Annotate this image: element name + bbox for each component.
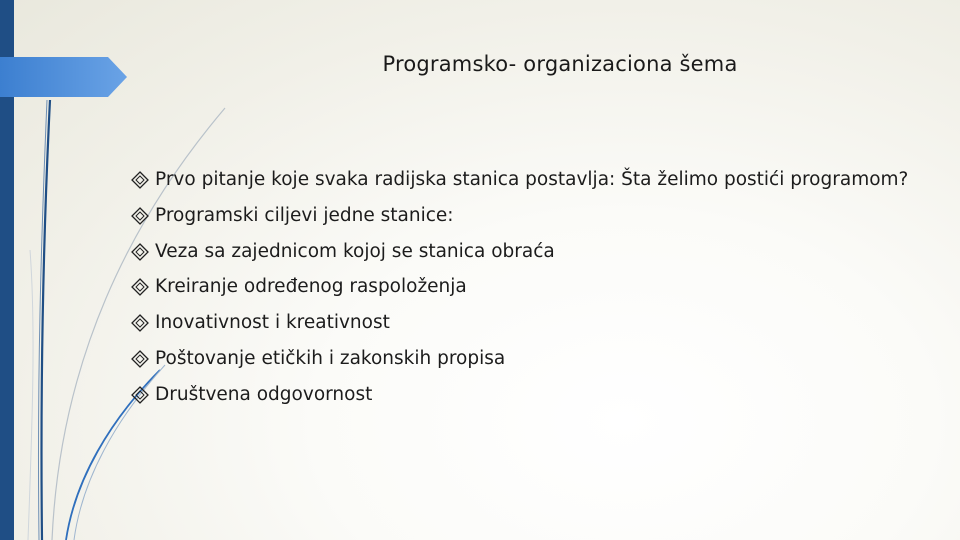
bullet-item [130,239,908,275]
title-arrow-shape [0,57,127,97]
bullet-item [130,346,908,382]
bullet-item [130,167,908,203]
diamond-bullet-icon [130,385,150,405]
diamond-bullet-icon [130,170,150,190]
diamond-bullet-icon [130,206,150,226]
bullet-text: Prvo pitanje koje svaka radijska stanica postavlja: Šta želimo postići programom? [155,169,909,190]
bullet-list [130,167,908,418]
bullet-text: Veza sa zajednicom kojoj se stanica obraća [155,240,555,262]
diamond-bullet-icon [130,277,150,297]
bullet-text: Kreiranje određenog raspoloženja [155,276,467,298]
bullet-text: Društvena odgovornost [155,383,373,405]
diamond-bullet-icon [130,313,150,333]
bullet-item [130,274,908,310]
bullet-item [130,310,908,346]
bullet-text: Programski ciljevi jedne stanice: [155,204,454,226]
bullet-item [130,382,908,418]
diamond-bullet-icon [130,242,150,262]
slide-title: Programsko- organizaciona šema [382,52,738,76]
bullet-text: Inovativnost i kreativnost [155,312,390,334]
bullet-item [130,203,908,239]
diamond-bullet-icon [130,349,150,369]
bullet-text: Poštovanje etičkih i zakonskih propisa [155,347,506,369]
